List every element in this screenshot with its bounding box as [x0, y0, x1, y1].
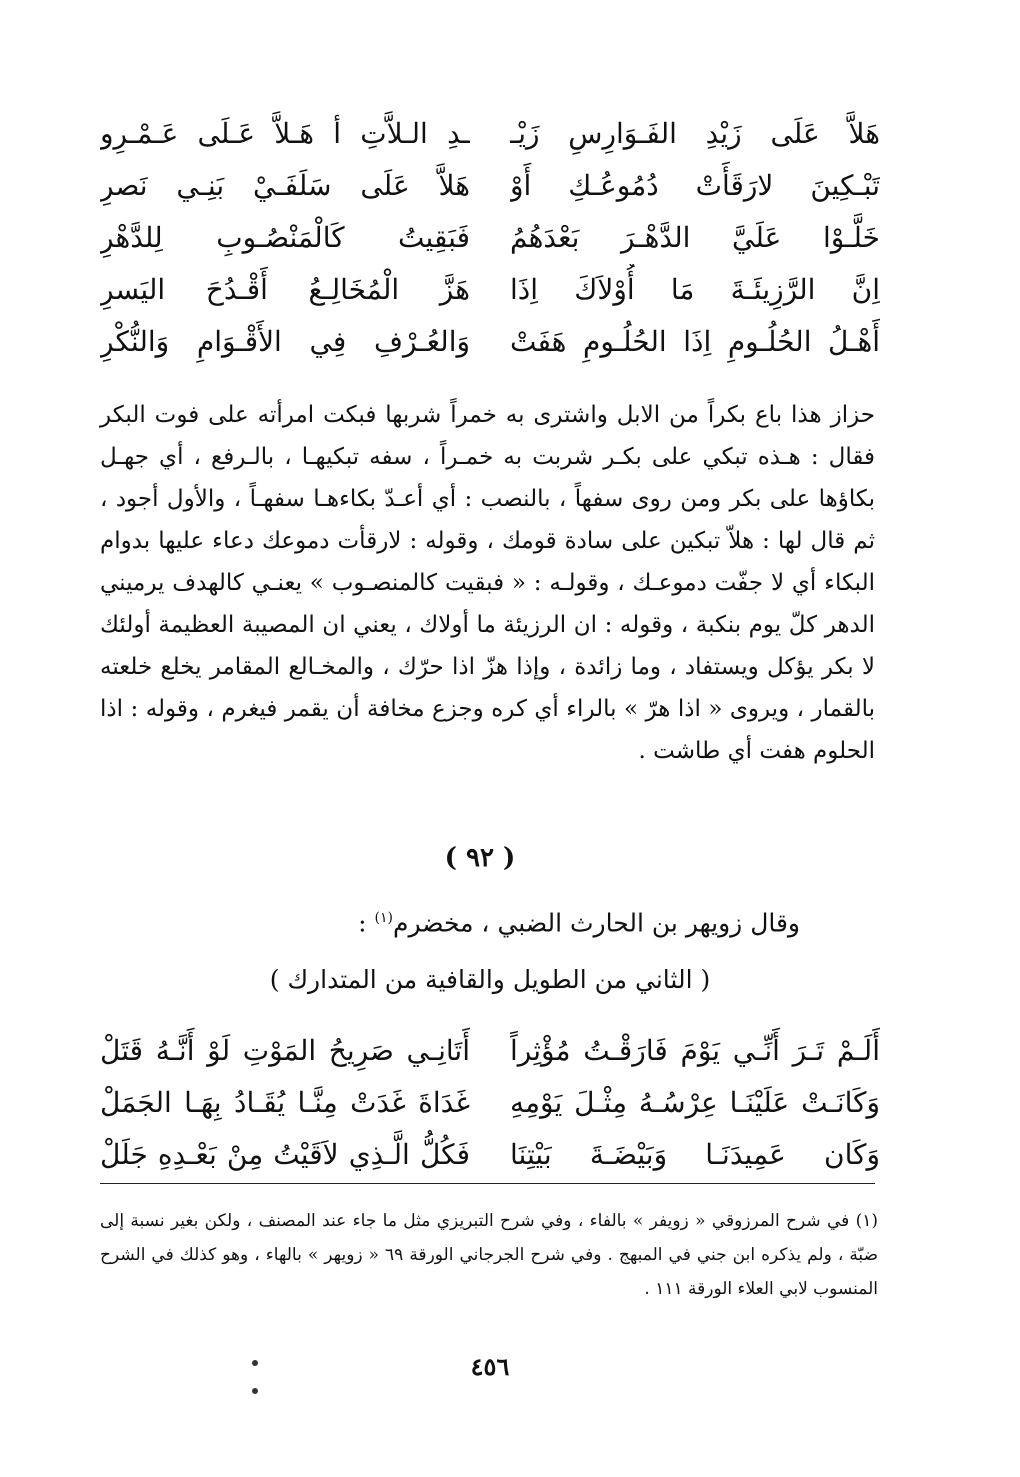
- verse: [100, 1025, 880, 1077]
- hemistich-right: خَلَّـوْا عَلَيَّ الدَّهْـرَ بَعْدَهُمُ: [510, 221, 880, 254]
- poem-intro: [240, 896, 800, 945]
- hemistich-right: وَكَانَـتْ عَلَيْنَـا عِرْسُـهُ مِثْـلَ يَوْمِهِ: [510, 1086, 880, 1119]
- hemistich-right: اِنَّ الرَّزِيئَـةَ مَا أُوْلاَكَ اِذَا: [510, 273, 880, 306]
- hemistich-right: أَلَـمْ تَـرَ أَنِّـي يَوْمَ فَارَقْـتُ مُؤْثِراً: [510, 1034, 880, 1067]
- intro-tail: :: [358, 908, 375, 938]
- hemistich-right: وَكَان عَمِيدَنَـا وَبَيْضَـةَ بَيْتِنَا: [510, 1138, 880, 1171]
- footnote-reference[interactable]: (١): [374, 910, 393, 926]
- hemistich-left: ـدِ الـلاَّتِ أ هَـلاَّ عَـلَى عَـمْـرِو: [100, 117, 470, 150]
- hemistich-right: تَبْـكِينَ لارَقَأَتْ دُمُوعُـكِ أَوْ: [510, 169, 880, 202]
- verse: [100, 108, 880, 160]
- commentary-paragraph: حزاز هذا باع بكراً من الابل واشترى به خمراً شربها فبكت امرأته على فوت البكر فقال : هـذه تبكي على بكـر شربت به خمـراً ، سفه تبكيهـا ، بالـرفع ، أي جهـل بكاؤها على بكر ومن روى سفهاً ، بالنصب : أي أعـدّ بكاءهـا سفهـاً ، والأول أجود ، ثم قال لها : هلاّ تبكين على سادة قومك ، وقوله : لارقأت دموعك دعاء عليها بدوام البكاء أي لا جفّت دموعـك ، وقولـه : « فبقيت كالمنصـوب » يعنـي كالهدف يرميني الدهر كلّ يوم بنكبة ، وقوله : ان الرزيئة ما أولاك ، يعني ان المصيبة العظيمة أولئك لا بكر يؤكل ويستفاد ، وما زائدة ، وإذا هزّ اذا حرّك ، والمخـالع المقامر يخلع خلعته بالقمار ، ويروى « اذا هرّ » بالراء أي كره وجزع مخافة أن يقمر فيغرم ، وقوله : اذا الحلوم هفت أي طاشت .: [100, 402, 875, 764]
- hemistich-left: أَتَانِـي صَرِيحُ المَوْتِ لَوْ أَنَّـهُ قَتَلْ: [100, 1034, 470, 1067]
- hemistich-left: فَبَقِيتُ كَالْمَنْصُـوبِ لِلدَّهْرِ: [100, 221, 470, 254]
- verse: [100, 160, 880, 212]
- footnote-separator: [100, 1183, 875, 1184]
- footnote: (١) في شرح المرزوقي « زويفر » بالفاء ، وفي شرح التبريزي مثل ما جاء عند المصنف ، ولكن بغير نسبة إلى ضبّة ، ولم يذكره ابن جني في المبهج . وفي شرح الجرجاني الورقة ٦٩ « زويهر » بالهاء ، وهو كذلك في الشرح المنسوب لابي العلاء الورقة ١١١ .: [100, 1211, 878, 1299]
- poem-number: ( ٩٢ ): [444, 843, 516, 873]
- hemistich-left: غَدَاةَ غَدَتْ مِنَّـا يُقَـادُ بِهَـا الجَمَلْ: [100, 1086, 470, 1119]
- hemistich-left: فَكُلُّ الَّـذِي لاَقَيْتُ مِنْ بَعْـدِهِ جَلَلْ: [100, 1138, 470, 1171]
- verse: [100, 264, 880, 316]
- hemistich-left: وَالعُـرْفِ فِي الأَقْـوَامِ وَالنُّكْرِ: [100, 325, 470, 358]
- poem-bottom: [100, 1025, 880, 1181]
- hemistich-right: هَلاَّ عَلَى زَيْدِ الفَـوَارِسِ زَيْـ: [510, 117, 880, 150]
- poem-top: [100, 108, 880, 368]
- verse: [100, 212, 880, 264]
- scan-speck: [252, 1360, 258, 1366]
- verse: [100, 316, 880, 368]
- intro-text: وقال زويهر بن الحارث الضبي ، مخضرم: [393, 908, 800, 938]
- hemistich-left: هَلاَّ عَلَى سَلَفَـيْ بَنِـي نَصرِ: [100, 169, 470, 202]
- scan-speck: [252, 1388, 258, 1394]
- meter-note: ( الثاني من الطويل والقافية من المتدارك ): [269, 965, 711, 994]
- verse: [100, 1129, 880, 1181]
- verse: [100, 1077, 880, 1129]
- hemistich-left: هَزَّ الْمُخَالِـعُ أَقْـدُحَ اليَسرِ: [100, 273, 470, 306]
- page-number: ٤٥٦: [470, 1352, 510, 1381]
- hemistich-right: أَهْـلُ الحُلُـومِ اِذَا الحُلُـومِ هَفَتْ: [510, 325, 880, 358]
